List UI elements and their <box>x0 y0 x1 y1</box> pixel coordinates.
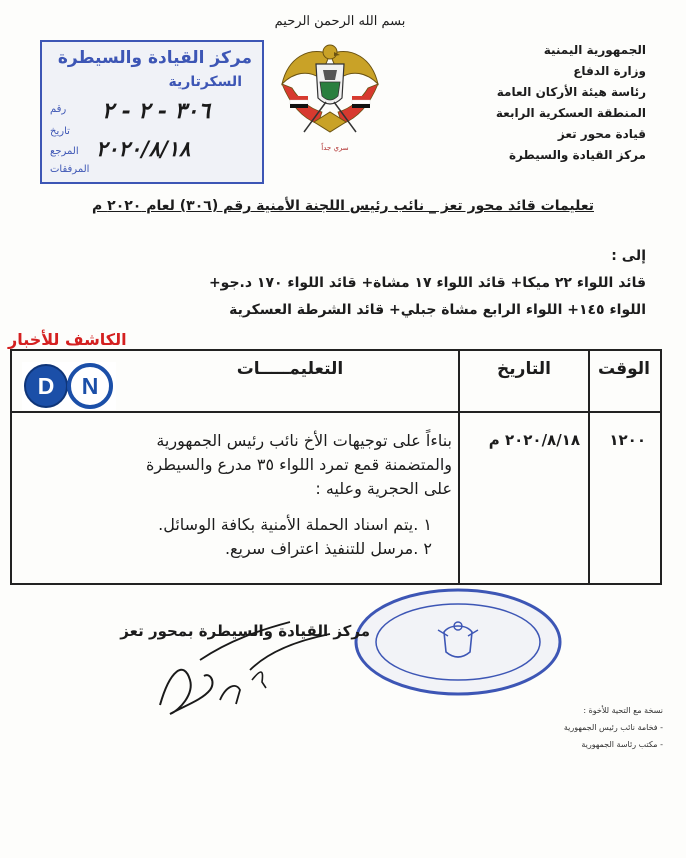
instruction-item-1: ١ .يتم اسناد الحملة الأمنية بكافة الوسائل. <box>158 515 432 534</box>
round-command-stamp <box>352 586 564 698</box>
letterhead-line-4: المنطقة العسكرية الرابعة <box>495 106 646 120</box>
row-time: ١٢٠٠ <box>609 431 646 449</box>
handwritten-date: ٢٠٢٠/٨/١٨ <box>96 136 191 161</box>
document-title: تعليمات قائد محور تعز _ نائب رئيس اللجنة الأمنية رقم (٣٠٦) لعام ٢٠٢٠ م <box>92 198 594 214</box>
letterhead-line-3: رئاسة هيئة الأركان العامة <box>496 85 646 99</box>
handwritten-signature <box>140 610 340 730</box>
instruction-line-1: بناءاً على توجيهات الأخ نائب رئيس الجمهورية <box>156 431 452 450</box>
copies-item: - مكتب رئاسة الجمهورية <box>581 740 663 749</box>
letterhead <box>416 40 646 166</box>
yemen-eagle-emblem-icon <box>268 32 392 142</box>
row-date: ٢٠٢٠/٨/١٨ م <box>488 431 580 449</box>
header-time: الوقت <box>598 359 650 379</box>
instruction-line-2: والمتضمنة قمع تمرد اللواء ٣٥ مدرع والسيطرة <box>145 455 452 474</box>
svg-text:N: N <box>81 373 99 399</box>
registry-stamp-title: مركز القيادة والسيطرة <box>57 48 252 68</box>
letterhead-line-2: وزارة الدفاع <box>573 64 646 78</box>
copies-item: - فخامة نائب رئيس الجمهورية <box>563 723 663 732</box>
registry-stamp <box>40 40 264 184</box>
handwritten-number: ٣٠٦ - ٢ - ٢ <box>102 98 211 124</box>
recipients-line-2: اللواء ١٤٥+ اللواء الرابع مشاة جبلي+ قائد الشرطة العسكرية <box>229 302 646 318</box>
letterhead-line-1: الجمهورية اليمنية <box>543 43 646 57</box>
instruction-line-3: على الحجرية وعليه : <box>315 479 452 498</box>
table-header-divider <box>12 411 660 413</box>
stamp-label-reference: المرجع <box>50 146 79 157</box>
copies-heading: نسخة مع التحية للأخوة : <box>583 706 663 715</box>
signature-label: مركز القيادة والسيطرة بمحور تعز <box>120 622 370 640</box>
registry-stamp-subtitle: السكرتارية <box>168 74 242 90</box>
recipients-to-label: إلى : <box>611 248 646 264</box>
copies-list <box>528 702 663 753</box>
header-date: التاريخ <box>497 359 551 379</box>
stamp-label-attachments: المرفقات <box>50 164 90 175</box>
recipients-line-1: قائد اللواء ٢٢ ميكا+ قائد اللواء ١٧ مشاة+ قائد اللواء ١٧٠ د.جو+ <box>208 275 646 291</box>
stamp-label-number: رقم <box>50 104 67 115</box>
table-divider <box>458 351 460 583</box>
basmala: بسم الله الرحمن الرحيم <box>274 14 406 29</box>
letterhead-line-6: مركز القيادة والسيطرة <box>508 148 646 162</box>
svg-text:D: D <box>37 373 55 399</box>
table-divider <box>588 351 590 583</box>
instruction-item-2: ٢ .مرسل للتنفيذ اعتراف سريع. <box>224 539 432 558</box>
letterhead-line-5: قيادة محور تعز <box>557 127 646 141</box>
stamp-label-date: تاريخ <box>50 126 70 137</box>
watermark-text: الكاشف للأخبار <box>8 330 127 349</box>
header-instructions: التعليمـــــات <box>236 359 344 379</box>
dn-logo-icon <box>22 362 116 410</box>
classification-caption: سري جداً <box>321 144 349 152</box>
